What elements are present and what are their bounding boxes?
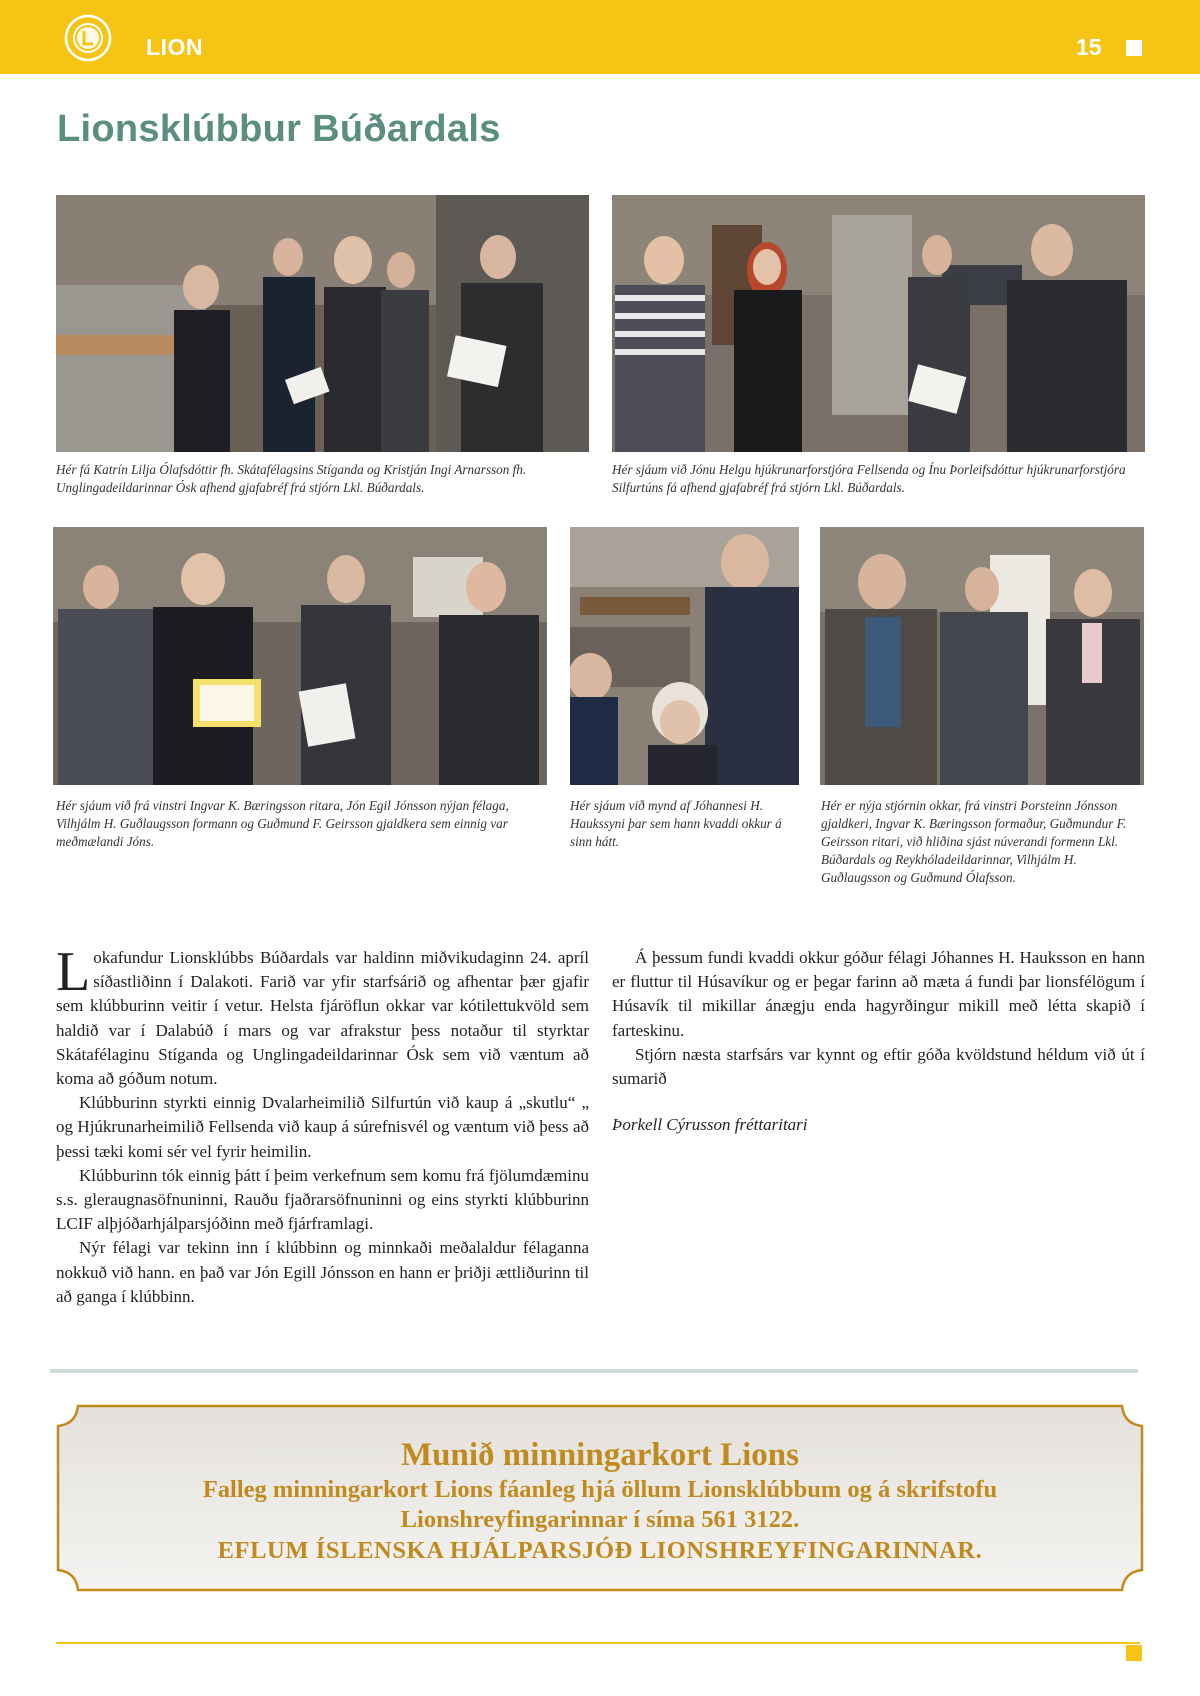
article-signature: Þorkell Cýrusson fréttaritari [612, 1115, 808, 1135]
photo-2 [612, 195, 1145, 452]
ad-line-1: Falleg minningarkort Lions fáanleg hjá öllum Lionsklúbbum og á skrifstofu [202, 1476, 998, 1503]
photo-5 [820, 527, 1144, 785]
photo-2-caption: Hér sjáum við Jónu Helgu hjúkrunarforstjóra Fellsenda og Ínu Þorleifsdóttur hjúkrunarforstjóra Silfurtúns fá afhend gjafabréf frá stjórn Lkl. Búðardals. [612, 462, 1126, 495]
memorial-card-ad [56, 1404, 1144, 1592]
ad-line-2: Lionshreyfingarinnar í síma 561 3122. [400, 1506, 800, 1533]
article-paragraph-text: okafundur Lionsklúbbs Búðardals var haldinn miðvikudaginn 24. apríl síðastliðinn í Dalakoti. Farið var yfir starfsárið og afhentar þær gjafir sem klúbburinn veitir í vetur. Helsta fjáröflun okkar var kótilettukvöld sem haldið var í Dalabúð í mars og var afrakstur þess notaður til styrktar Skátafélaginu Stíganda og Unglingadeildarinnar Ósk sem við væntum að koma að góðum notum. [56, 948, 589, 1089]
drop-cap: L [56, 941, 91, 1003]
footer-marker-square [1126, 1645, 1142, 1661]
photo-4 [570, 527, 799, 785]
ad-line-3: EFLUM ÍSLENSKA HJÁLPARSJÓÐ LIONSHREYFINGARINNAR. [217, 1537, 983, 1564]
photo-1-caption: Hér fá Katrín Lilja Ólafsdóttir fh. Skátafélagsins Stíganda og Kristján Ingi Arnarsson fh. Unglingadeildarinnar Ósk afhend gjafabréf frá stjórn Lkl. Búðardals. [56, 462, 527, 495]
photo-5-caption: Hér er nýja stjórnin okkar, frá vinstri Þorsteinn Jónsson gjaldkeri, Ingvar K. Bæringsson formaður, Guðmundur F. Geirsson ritari, við hliðina sjást núverandi formenn Lkl. Búðardals og Reykhóladeildarinnar, Vilhjálm H. Guðlaugsson og Guðmund Ólafsson. [821, 798, 1127, 885]
page-marker-square [1126, 40, 1142, 56]
article-paragraph [56, 941, 589, 1091]
page-number: 15 [1076, 34, 1102, 60]
lions-logo-icon [64, 14, 112, 62]
footer-rule [56, 1642, 1140, 1644]
section-label: LION [146, 34, 203, 60]
article-column-right [612, 946, 1145, 1137]
article-paragraph: Klúbburinn tók einnig þátt í þeim verkefnum sem komu frá fjölumdæminu s.s. gleraugnasöfnuninni, Rauðu fjaðrarsöfnuninni og eins styrkti klúbburinn LCIF alþjóðarhjálparsjóðinn með fjárframlagi. [56, 1165, 589, 1234]
article-column-left [56, 941, 589, 1309]
article-paragraph: Stjórn næsta starfsárs var kynnt og eftir góða kvöldstund héldum við út í sumarið [612, 1044, 1145, 1089]
photo-3 [53, 527, 547, 785]
page-header [0, 0, 1200, 74]
article-paragraph: Á þessum fundi kvaddi okkur góður félagi Jóhannes H. Hauksson en hann er fluttur til Húsavíkur og er þegar farinn að mæta á fundi þar lionsfélögum í Húsavík til mikillar ánægju enda hagyrðingur mikill með létta skapið í farteskinu. [612, 948, 1145, 1040]
photo-3-caption: Hér sjáum við frá vinstri Ingvar K. Bæringsson ritara, Jón Egil Jónsson nýjan félaga, Vilhjálm H. Guðlaugsson formann og Guðmund F. Geirsson gjaldkera sem einnig var meðmælandi Jóns. [56, 798, 509, 849]
section-divider [50, 1369, 1138, 1373]
photo-4-caption: Hér sjáum við mynd af Jóhannesi H. Haukssyni þar sem hann kvaddi okkur á sinn hátt. [570, 798, 782, 849]
photo-1 [56, 195, 589, 452]
ad-title: Munið minningarkort Lions [401, 1437, 799, 1473]
page-title: Lionsklúbbur Búðardals [57, 108, 501, 150]
article-paragraph: Nýr félagi var tekinn inn í klúbbinn og minnkaði meðalaldur félaganna nokkuð við hann. en það var Jón Egill Jónsson en hann er þriðji ættliðurinn til að ganga í klúbbinn. [56, 1238, 589, 1306]
article-paragraph: Klúbburinn styrkti einnig Dvalarheimilið Silfurtún við kaup á „skutlu“ „ og Hjúkrunarheimilið Fellsenda við kaup á súrefnisvél og væntum við þess að þessi tæki komi sér vel fyrir heimilin. [56, 1093, 589, 1161]
